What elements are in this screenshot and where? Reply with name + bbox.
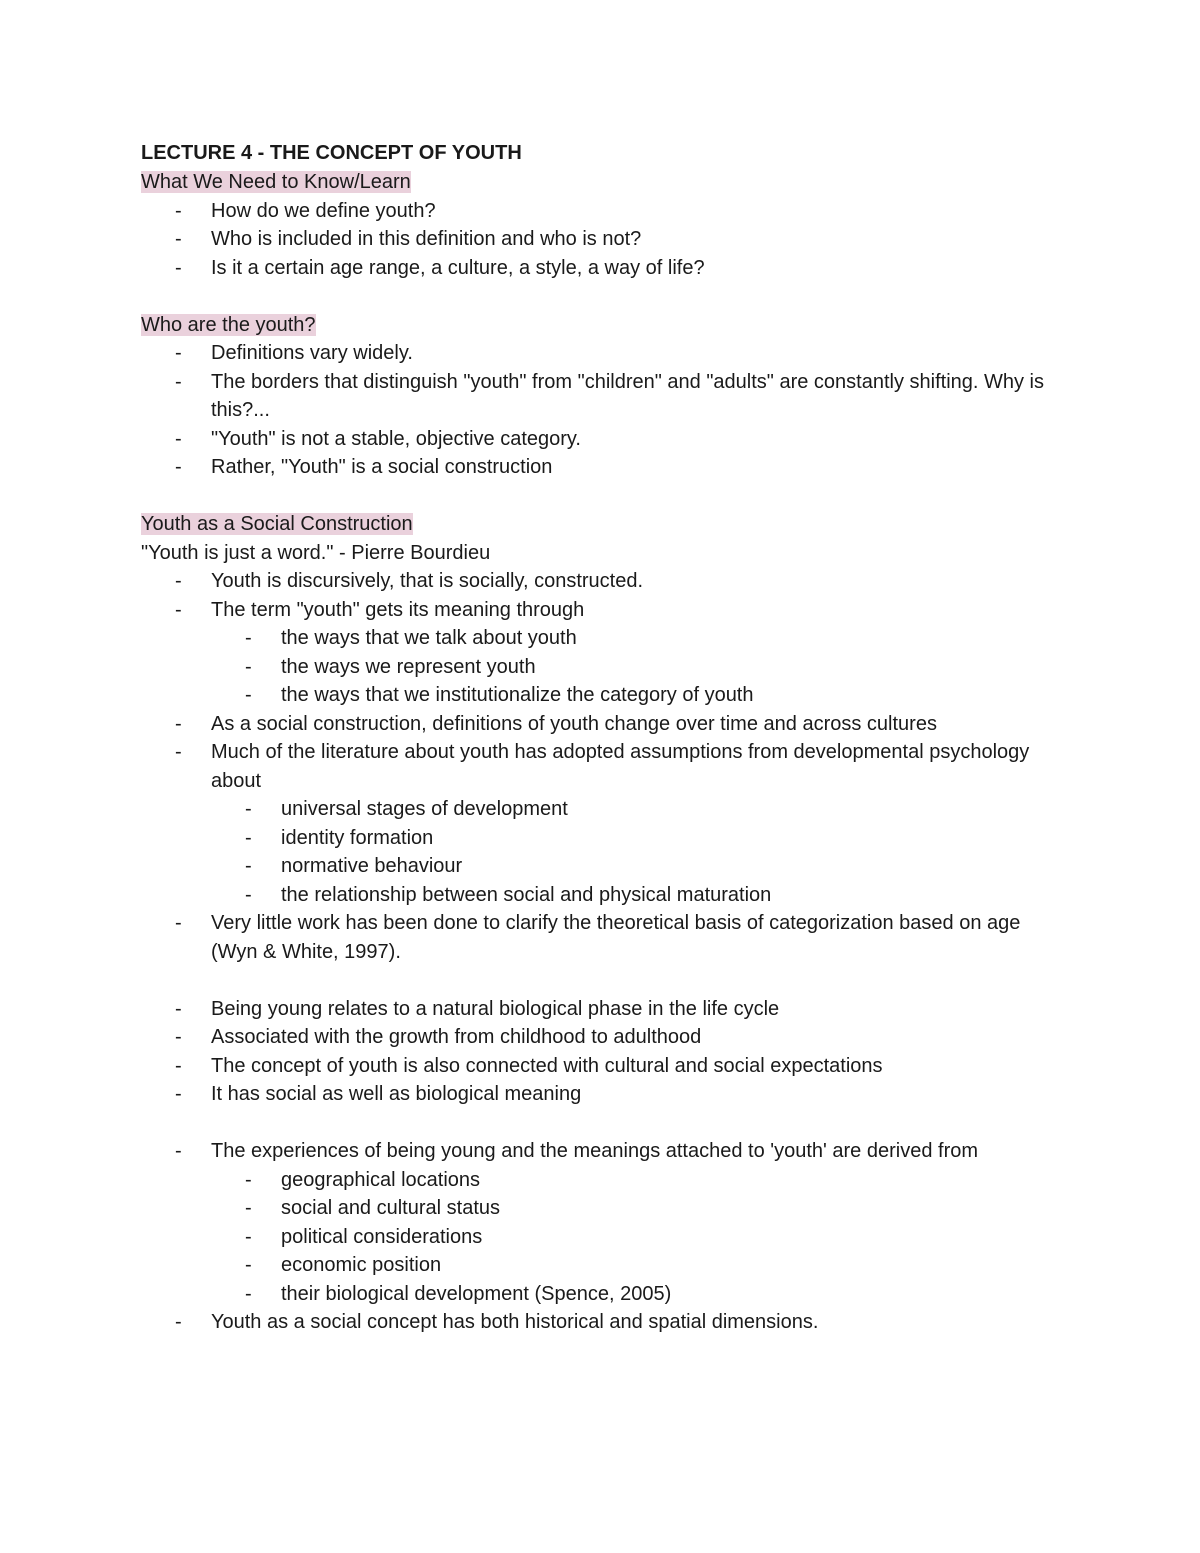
- list-item: - The concept of youth is also connected with cultural and social expectations: [141, 1052, 1061, 1081]
- list-item: - As a social construction, definitions of youth change over time and across cultures: [141, 710, 1061, 739]
- who-list: [141, 339, 1061, 482]
- spacer: [141, 282, 1061, 311]
- bullet-dash: -: [175, 1026, 182, 1048]
- bullet-dash: -: [245, 1197, 252, 1219]
- bourdieu-quote: "Youth is just a word." - Pierre Bourdieu: [141, 541, 491, 564]
- bullet-dash: -: [175, 912, 182, 934]
- psychology-about-sublist: [211, 795, 1061, 909]
- spacer: [141, 1109, 1061, 1138]
- bullet-dash: -: [175, 712, 182, 735]
- bullet-dash: -: [245, 826, 252, 849]
- list-item: - Is it a certain age range, a culture, a style, a way of life?: [141, 254, 1061, 283]
- sublist-item: - social and cultural status: [211, 1194, 1061, 1223]
- sublist-item: - the relationship between social and physical maturation: [211, 881, 1061, 910]
- list-item: - Being young relates to a natural biological phase in the life cycle: [141, 995, 1061, 1024]
- biological-list: [141, 995, 1061, 1109]
- list-item: - Youth is discursively, that is socially, constructed.: [141, 567, 1061, 596]
- document-content: [141, 139, 1061, 1337]
- bullet-dash: -: [245, 1254, 252, 1276]
- bullet-dash: -: [175, 1083, 182, 1105]
- bullet-dash: -: [175, 1054, 182, 1077]
- bullet-dash: -: [245, 1282, 252, 1305]
- list-item: - The borders that distinguish "youth" from "children" and "adults" are constantly shifting. Why is this?...: [141, 368, 1061, 425]
- bullet-dash: -: [245, 855, 252, 877]
- bullet-dash: -: [175, 997, 182, 1020]
- social-list: [141, 567, 1061, 966]
- meaning-through-sublist: [211, 624, 1061, 710]
- sublist-item: - the ways we represent youth: [211, 653, 1061, 682]
- bullet-dash: -: [175, 342, 182, 364]
- list-item: - The term "youth" gets its meaning through - the ways that we talk about youth - the ways we represent youth - the ways that we institutionalize the category of youth: [141, 596, 1061, 710]
- list-item: - Definitions vary widely.: [141, 339, 1061, 368]
- experiences-list: [141, 1137, 1061, 1337]
- bullet-dash: -: [245, 1168, 252, 1191]
- bullet-dash: -: [175, 456, 182, 478]
- list-item: - Associated with the growth from childhood to adulthood: [141, 1023, 1061, 1052]
- bullet-dash: -: [245, 1225, 252, 1248]
- sublist-item: - identity formation: [211, 824, 1061, 853]
- bullet-dash: -: [175, 256, 182, 279]
- list-item: - How do we define youth?: [141, 197, 1061, 226]
- bullet-dash: -: [245, 684, 252, 706]
- sublist-item: - normative behaviour: [211, 852, 1061, 881]
- sublist-item: - their biological development (Spence, 2005): [211, 1280, 1061, 1309]
- list-item: - The experiences of being young and the meanings attached to 'youth' are derived from - geographical locations - social and cultural status - political considerations - economic position - their biological development (Spence, 2005): [141, 1137, 1061, 1308]
- sublist-item: - universal stages of development: [211, 795, 1061, 824]
- know-list: [141, 197, 1061, 283]
- list-item: - It has social as well as biological meaning: [141, 1080, 1061, 1109]
- list-item: - Rather, "Youth" is a social construction: [141, 453, 1061, 482]
- bullet-dash: -: [175, 228, 182, 250]
- sublist-item: - geographical locations: [211, 1166, 1061, 1195]
- list-item: - Much of the literature about youth has adopted assumptions from developmental psychology about - universal stages of development - identity formation - normative behaviour - the relationship between social and physical maturation: [141, 738, 1061, 909]
- section-heading-who: Who are the youth?: [141, 313, 316, 336]
- spacer: [141, 482, 1061, 511]
- bullet-dash: -: [175, 1140, 182, 1162]
- list-item: - Who is included in this definition and who is not?: [141, 225, 1061, 254]
- bullet-dash: -: [245, 883, 252, 906]
- sublist-item: - political considerations: [211, 1223, 1061, 1252]
- sublist-item: - the ways that we talk about youth: [211, 624, 1061, 653]
- bullet-dash: -: [175, 199, 182, 222]
- sublist-item: - economic position: [211, 1251, 1061, 1280]
- sublist-item: - the ways that we institutionalize the category of youth: [211, 681, 1061, 710]
- bullet-dash: -: [175, 370, 182, 393]
- bullet-dash: -: [175, 1311, 182, 1333]
- list-item: - Very little work has been done to clarify the theoretical basis of categorization based on age (Wyn & White, 1997).: [141, 909, 1061, 966]
- list-item: - Youth as a social concept has both historical and spatial dimensions.: [141, 1308, 1061, 1337]
- spacer: [141, 966, 1061, 995]
- page-title: LECTURE 4 - THE CONCEPT OF YOUTH: [141, 142, 522, 164]
- bullet-dash: -: [175, 598, 182, 621]
- section-heading-know: What We Need to Know/Learn: [141, 171, 411, 193]
- bullet-dash: -: [175, 741, 182, 763]
- derived-from-sublist: [211, 1166, 1061, 1309]
- list-item: - "Youth" is not a stable, objective category.: [141, 425, 1061, 454]
- bullet-dash: -: [245, 798, 252, 820]
- bullet-dash: -: [175, 427, 182, 450]
- bullet-dash: -: [175, 570, 182, 592]
- bullet-dash: -: [245, 627, 252, 649]
- section-heading-social: Youth as a Social Construction: [141, 513, 413, 535]
- bullet-dash: -: [245, 655, 252, 678]
